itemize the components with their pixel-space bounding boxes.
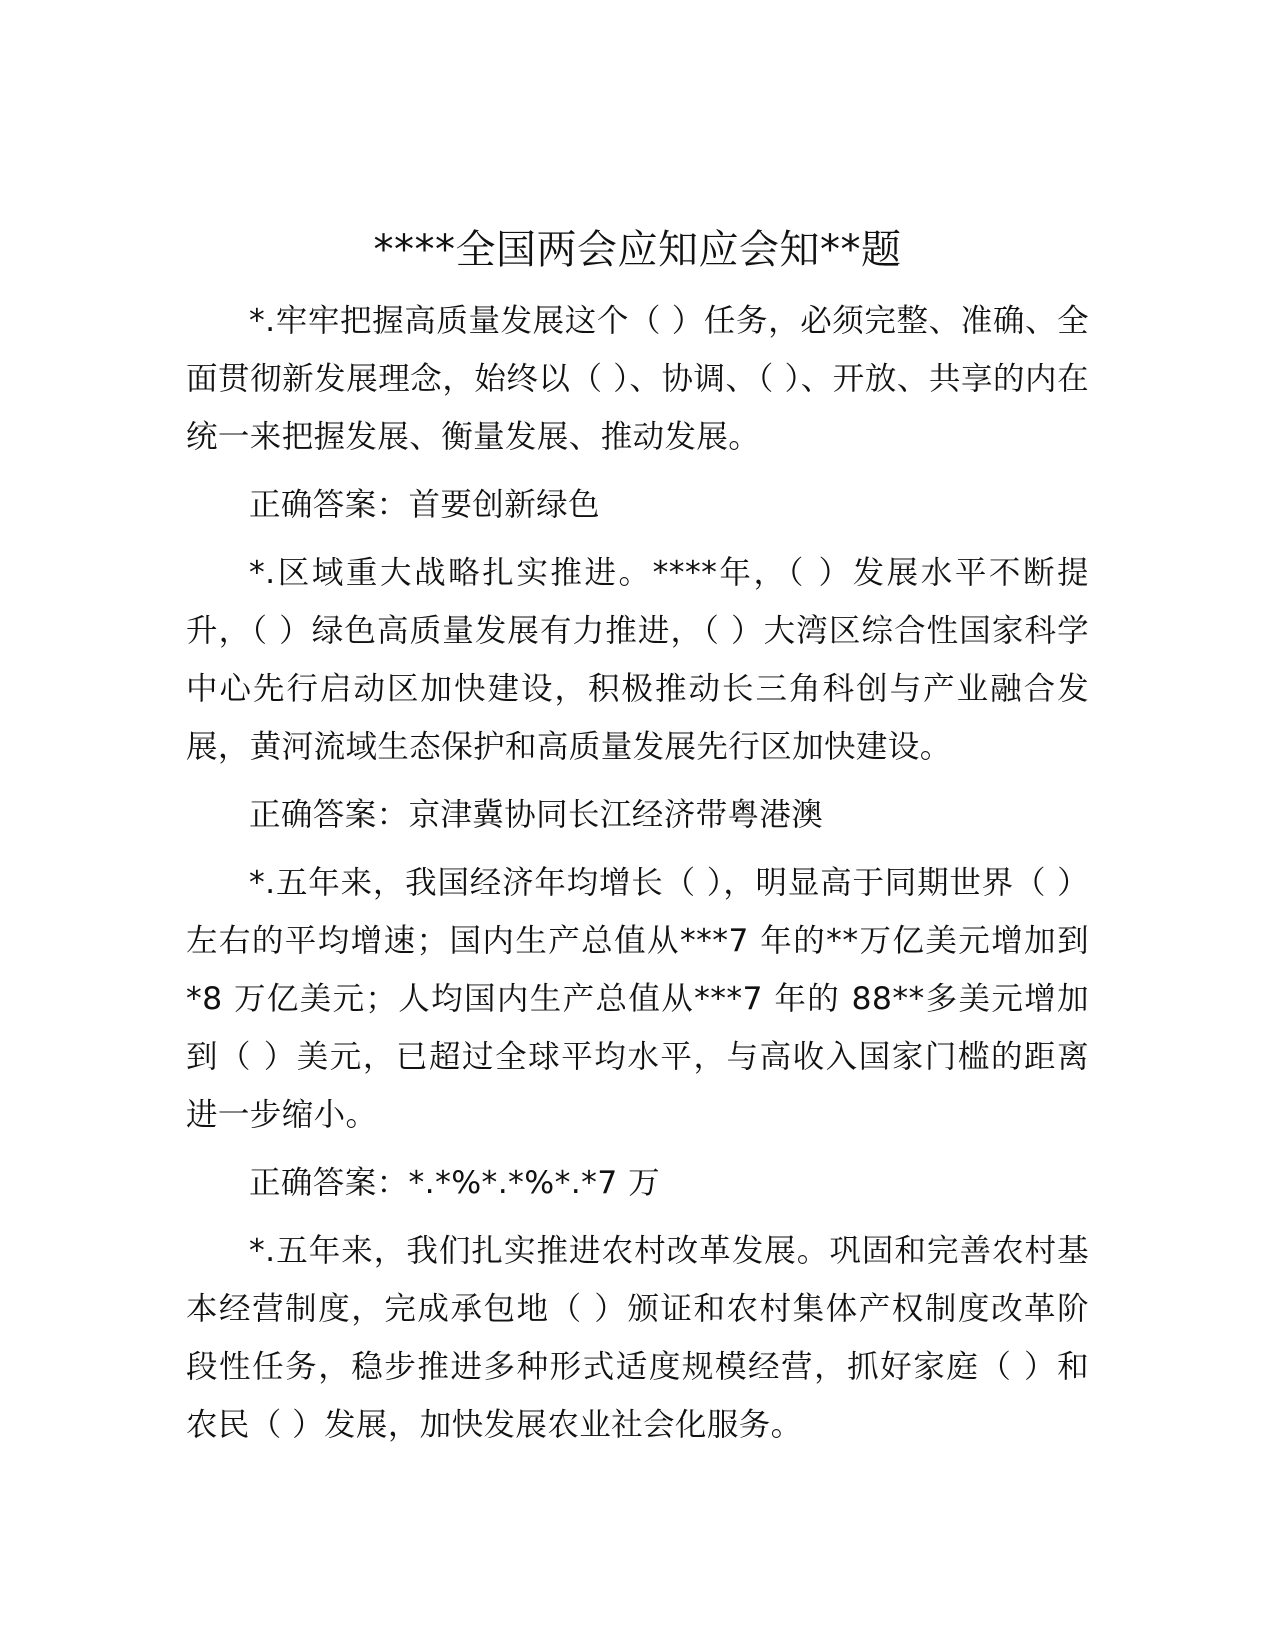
question-3: *.五年来，我国经济年均增长（ ），明显高于同期世界（ ）左右的平均增速；国内生产总值从***7 年的**万亿美元增加到*8 万亿美元；人均国内生产总值从***7 年的 88**多美元增加到（ ）美元，已超过全球平均水平，与高收入国家门槛的距离进一步缩小。 (186, 865, 1089, 1133)
answer-2: 正确答案：京津冀协同长江经济带粤港澳 (249, 797, 824, 833)
question-2: *.区域重大战略扎实推进。****年，（ ）发展水平不断提升，（ ）绿色高质量发展有力推进，（ ）大湾区综合性国家科学中心先行启动区加快建设，积极推动长三角科创与产业融合发展，黄河流域生态保护和高质量发展先行区加快建设。 (186, 555, 1089, 765)
document-page (186, 222, 1089, 1464)
document-title: ****全国两会应知应会知**题 (373, 227, 902, 273)
question-4: *.五年来，我们扎实推进农村改革发展。巩固和完善农村基本经营制度，完成承包地（ ）颁证和农村集体产权制度改革阶段性任务，稳步推进多种形式适度规模经营，抓好家庭（ ）和农民（ ）发展，加快发展农业社会化服务。 (186, 1233, 1089, 1443)
answer-3: 正确答案：*.*%*.*%*.*7 万 (249, 1165, 661, 1201)
question-1: *.牢牢把握高质量发展这个（ ）任务，必须完整、准确、全面贯彻新发展理念，始终以（ ）、协调、（ ）、开放、共享的内在统一来把握发展、衡量发展、推动发展。 (186, 303, 1089, 455)
answer-1: 正确答案：首要创新绿色 (249, 487, 600, 523)
